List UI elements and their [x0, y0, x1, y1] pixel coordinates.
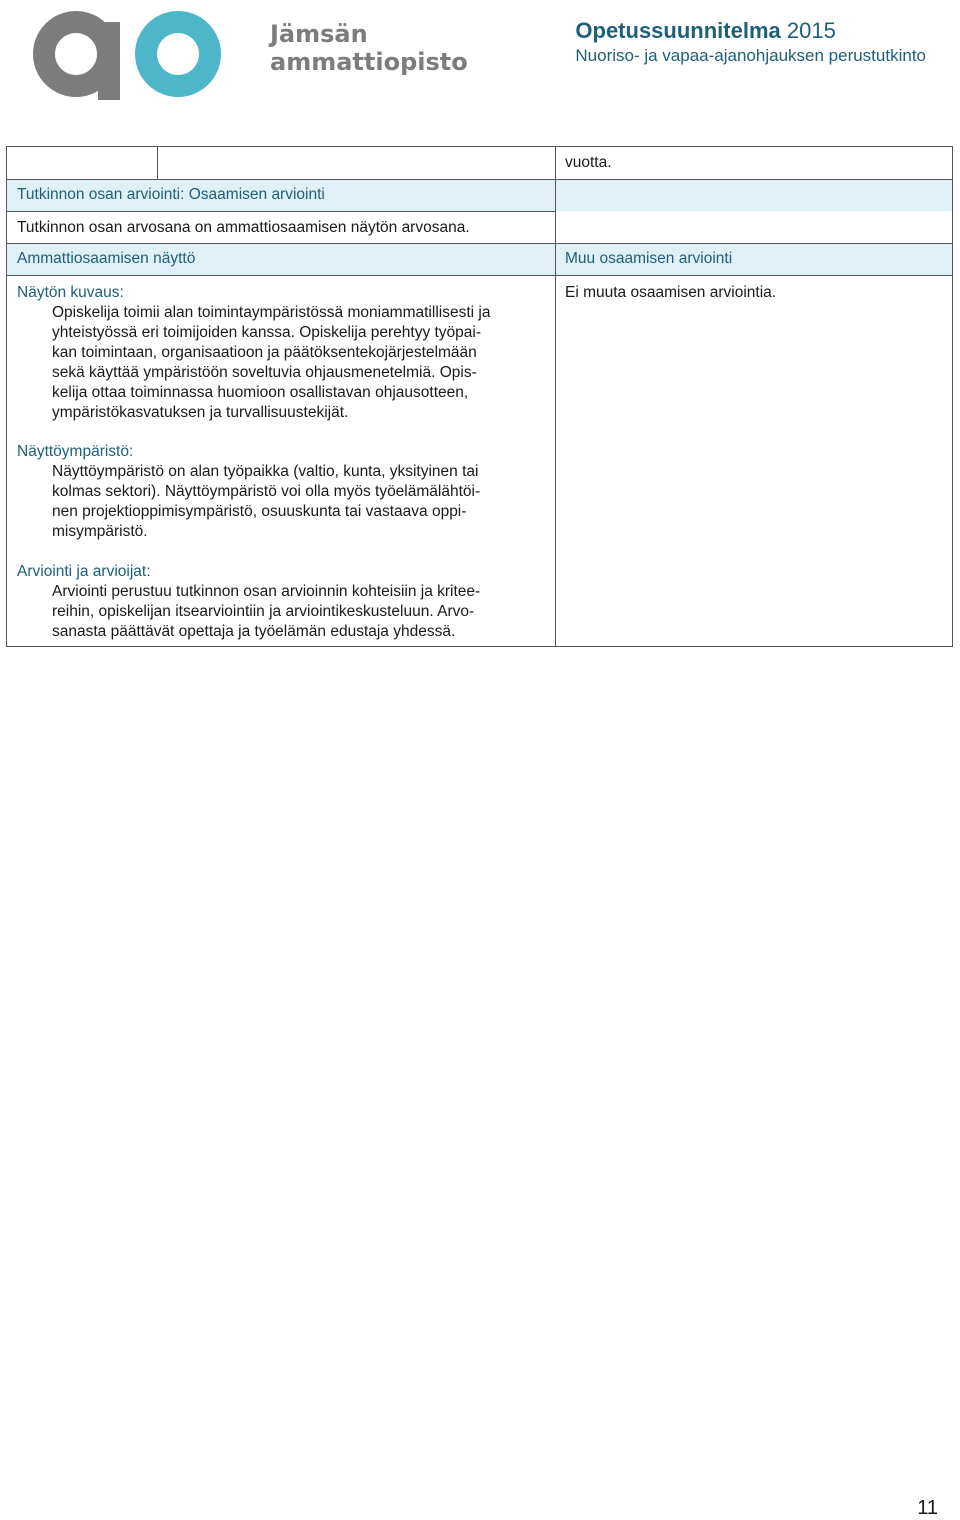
document-title-year: 2015 — [786, 18, 836, 43]
section-label-environment: Näyttöympäristö: — [17, 443, 134, 460]
document-subtitle: Nuoriso- ja vapaa-ajanohjauksen perustutkinto — [575, 46, 926, 65]
top-right-cell-text: vuotta. — [565, 154, 612, 171]
section-text-assessors: Arviointi perustuu tutkinnon osan arvioinnin kohteisiin ja kritee- reihin, opiskelijan itsearviointiin ja arviointikeskusteluun. Arvo- sanasta päättävät opettaja ja työelämän edustaja yhdessä. — [52, 583, 481, 640]
logo-wordmark: Jämsän ammattiopisto — [270, 20, 468, 76]
logo — [30, 2, 468, 102]
section-text-demonstration: Opiskelija toimii alan toimintaympäristössä moniammatillisesti ja yhteistyössä eri toimijoiden kanssa. Opiskelija perehtyy työpai- kan toimintaan, organisaatioon ja päätöksentekojärjestelmään sekä käyttää ympäristöön soveltuvia ohjausmenetelmiä. Opis- kelija ottaa toiminnassa huomioon osallistavan ohjausotteen, ympäristökasvatuksen ja turvallisuustekijät. — [52, 304, 491, 421]
document-title-main: Opetussuunnitelma — [575, 18, 781, 43]
section-label-assessors: Arviointi ja arvioijat: — [17, 563, 151, 580]
assessment-header: Tutkinnon osan arviointi: Osaamisen arviointi — [17, 186, 325, 203]
logo-ao-mark — [30, 2, 260, 102]
page-number: 11 — [917, 1497, 938, 1519]
section-label-demonstration: Näytön kuvaus: — [17, 284, 124, 301]
right-column-heading: Muu osaamisen arviointi — [565, 250, 733, 267]
left-column-heading: Ammattiosaamisen näyttö — [17, 250, 196, 267]
right-column-text: Ei muuta osaamisen arviointia. — [565, 284, 777, 301]
grade-note: Tutkinnon osan arvosana on ammattiosaamisen näytön arvosana. — [17, 219, 470, 236]
assessment-table — [6, 146, 953, 647]
section-text-environment: Näyttöympäristö on alan työpaikka (valtio, kunta, yksityinen tai kolmas sektori). Näyttöympäristö voi olla myös työelämälähtöi- nen projektioppimisympäristö, osuuskunta tai vastaava oppi- misympäristö. — [52, 463, 481, 540]
document-title — [575, 18, 926, 44]
document-header — [575, 18, 926, 66]
